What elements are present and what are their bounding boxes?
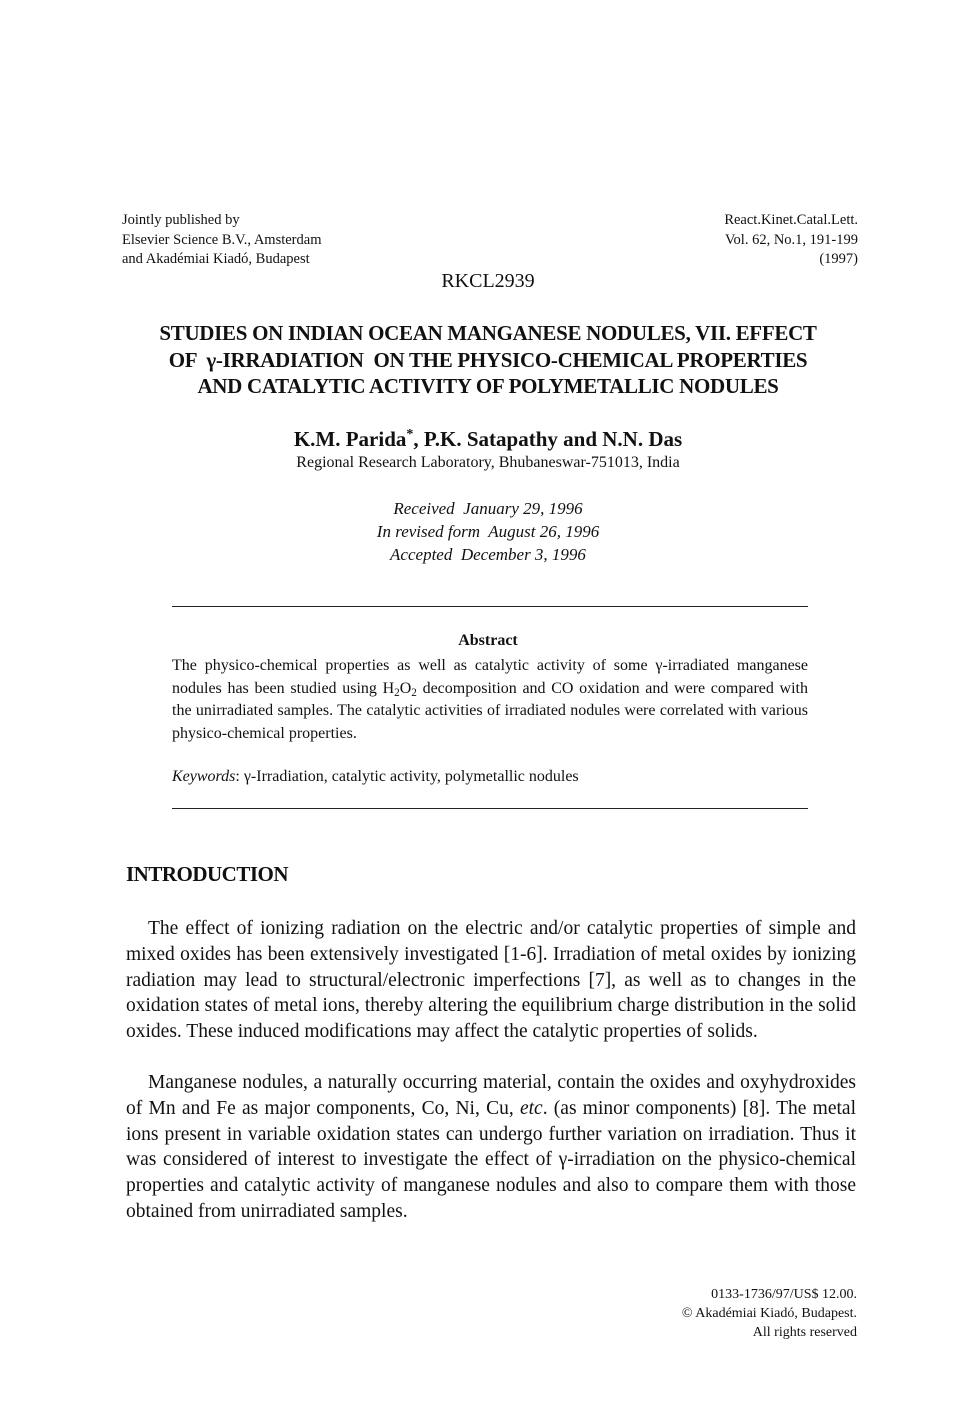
paragraph-text-italic: etc: [519, 1097, 543, 1119]
paper-title: [100, 320, 876, 400]
title-line: OF γ-IRRADIATION ON THE PHYSICO-CHEMICAL PROPERTIES: [168, 347, 808, 372]
subscript: 2: [394, 686, 400, 699]
journal-name: React.Kinet.Catal.Lett.: [724, 212, 858, 228]
publisher-line: Elsevier Science B.V., Amsterdam: [122, 231, 322, 248]
journal-volume: Vol. 62, No.1, 191-199: [724, 231, 858, 248]
keywords: [172, 768, 808, 786]
publisher-info: [122, 211, 321, 270]
journal-year: (1997): [819, 251, 858, 267]
divider-bottom: [172, 808, 808, 809]
history-dates: [0, 497, 976, 566]
keywords-list: : γ-Irradiation, catalytic activity, polymetallic nodules: [235, 768, 579, 785]
publisher-line: and Akadémiai Kiadó, Budapest: [122, 251, 310, 267]
paragraph-text: . (as minor components) [8]. The metal ions present in variable oxidation states can undergo further variation on irradiation. Thus it was considered of interest to investigate the effect of γ-irradiation on the physico-chemical properties and catalytic activity of manganese nodules and also to compare them with those obtained from unirradiated samples.: [126, 1097, 856, 1222]
issn-price: 0133-1736/97/US$ 12.00.: [711, 1287, 857, 1302]
author-primary: K.M. Parida: [293, 427, 407, 451]
corresponding-mark: *: [406, 427, 414, 442]
affiliation: Regional Research Laboratory, Bhubaneswar-751013, India: [296, 454, 680, 471]
abstract-text-part: O: [399, 679, 412, 697]
abstract-text: [172, 655, 808, 745]
section-heading-introduction: INTRODUCTION: [126, 862, 289, 886]
author-list: [0, 427, 976, 452]
author-others: , P.K. Satapathy and N.N. Das: [413, 427, 683, 451]
journal-citation: [724, 211, 858, 270]
intro-paragraph-2: [126, 1070, 856, 1225]
intro-paragraph-1: The effect of ionizing radiation on the electric and/or catalytic properties of simple and mixed oxides has been extensively investigated [1-6]. Irradiation of metal oxides by ionizing radiation may lead to structural/electronic imperfections [7], as well as to changes in the oxidation states of metal ions, thereby altering the equilibrium charge distribution in the solid oxides. These induced modifications may affect the catalytic properties of solids.: [126, 918, 856, 1043]
subscript: 2: [411, 686, 417, 699]
abstract-text-part: The physico-chemical properties as well as catalytic activity of some γ-irradiated manganese nodules has been studied using H: [172, 657, 808, 697]
abstract-text-part: decomposition and CO oxidation and were compared with the unirradiated samples. The catalytic activities of irradiated nodules were correlated with various physico-chemical properties.: [172, 679, 809, 742]
revised-date: In revised form August 26, 1996: [376, 522, 600, 541]
publisher-line: Jointly published by: [122, 212, 240, 228]
keywords-label: Keywords: [172, 768, 236, 785]
accepted-date: Accepted December 3, 1996: [390, 545, 586, 564]
received-date: Received January 29, 1996: [393, 499, 583, 518]
article-code: RKCL2939: [441, 270, 535, 292]
paragraph-text: Manganese nodules, a naturally occurring material, contain the oxides and oxyhydroxides of Mn and Fe as major components, Co, Ni, Cu,: [126, 1072, 856, 1119]
divider-top: [172, 606, 808, 607]
rights: All rights reserved: [752, 1325, 857, 1340]
copyright-footer: [682, 1285, 857, 1342]
title-line: AND CATALYTIC ACTIVITY OF POLYMETALLIC NODULES: [197, 374, 779, 398]
abstract-heading: Abstract: [458, 632, 518, 649]
title-line: STUDIES ON INDIAN OCEAN MANGANESE NODULES, VII. EFFECT: [159, 321, 817, 345]
copyright: © Akadémiai Kiadó, Budapest.: [681, 1306, 857, 1321]
